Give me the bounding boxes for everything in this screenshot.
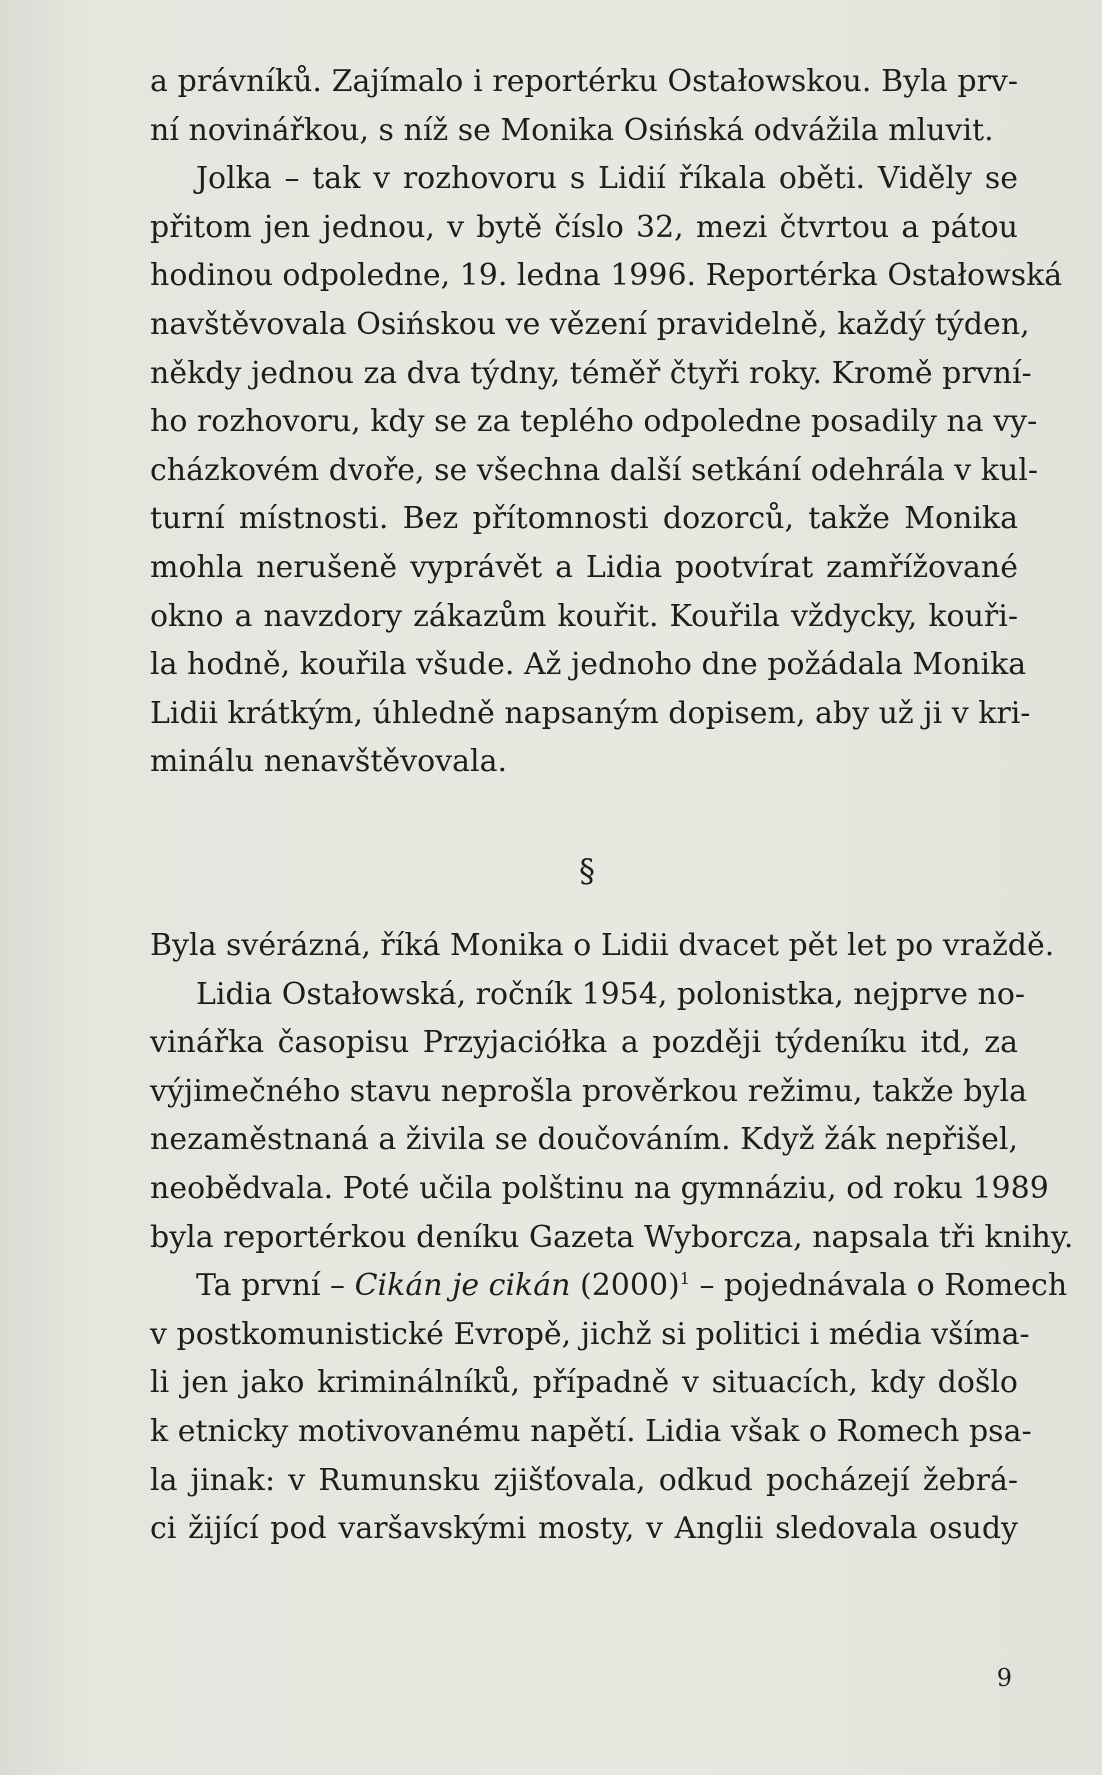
text-line: neobědvala. Poté učila polštinu na gymnáziu, od roku 1989 xyxy=(150,1170,1049,1206)
text-line: k etnicky motivovanému napětí. Lidia však o Romech psa- xyxy=(150,1413,1032,1449)
text-line: Lidia Ostałowská, ročník 1954, polonistka, nejprve no- xyxy=(196,976,1026,1012)
text-line: navštěvovala Osińskou ve vězení pravidelně, každý týden, xyxy=(150,306,1030,342)
text-line: la jinak: v Rumunsku zjišťovala, odkud pocházejí žebrá- xyxy=(150,1462,1018,1498)
text-line: minálu nenavštěvovala. xyxy=(150,744,507,780)
text-line: v postkomunistické Evropě, jichž si politici i média všíma- xyxy=(150,1316,1030,1352)
paragraph-body xyxy=(150,922,1074,1554)
text-line: cházkovém dvoře, se všechna další setkání odehrála v kul- xyxy=(150,452,1039,488)
text-line: byla reportérkou deníku Gazeta Wyborcza, napsala tři knihy. xyxy=(150,1219,1074,1255)
section-break-symbol: § xyxy=(579,852,595,890)
text-line: ho rozhovoru, kdy se za teplého odpoledne posadily na vy- xyxy=(150,404,1038,440)
text-line: la hodně, kouřila všude. Až jednoho dne požádala Monika xyxy=(150,647,1027,683)
text-line: li jen jako kriminálníků, případně v situacích, kdy došlo xyxy=(150,1365,1018,1401)
page-number: 9 xyxy=(996,1664,1012,1692)
text-line: nezaměstnaná a živila se doučováním. Když žák nepřišel, xyxy=(150,1122,1018,1158)
paragraph-continuation xyxy=(150,58,1063,787)
text-line: vinářka časopisu Przyjaciółka a později týdeníku itd, za xyxy=(150,1025,1018,1061)
text-line: výjimečného stavu neprošla prověrkou režimu, takže byla xyxy=(150,1073,1027,1109)
text-line: a právníků. Zajímalo i reportérku Ostałowskou. Byla prv- xyxy=(150,64,1018,99)
footnote-marker: 1 xyxy=(679,1269,690,1289)
text-line: přitom jen jednou, v bytě číslo 32, mezi čtvrtou a pátou xyxy=(150,209,1018,245)
text-segment: – pojednávala o Romech xyxy=(689,1268,1068,1304)
text-line: okno a navzdory zákazům kouřit. Kouřila vždycky, kouři- xyxy=(150,598,1018,634)
text-line: Lidii krátkým, úhledně napsaným dopisem, aby už ji v kri- xyxy=(150,695,1031,731)
text-segment: Ta první – xyxy=(196,1268,355,1304)
text-line: ní novinářkou, s níž se Monika Osińská odvážila mluvit. xyxy=(150,112,994,148)
book-title: Cikán je cikán xyxy=(354,1268,571,1304)
text-line: mohla nerušeně vyprávět a Lidia pootvírat zamřížované xyxy=(150,549,1018,585)
text-line-with-title xyxy=(150,1262,1068,1311)
text-line: turní místnosti. Bez přítomnosti dozorců, takže Monika xyxy=(150,501,1018,537)
text-line: Byla svérázná, říká Monika o Lidii dvacet pět let po vraždě. xyxy=(150,928,1055,963)
text-line: ci žijící pod varšavskými mosty, v Anglii sledovala osudy xyxy=(150,1511,1018,1547)
text-line: hodinou odpoledne, 19. ledna 1996. Reportérka Ostałowská xyxy=(150,258,1063,294)
text-line: Jolka – tak v rozhovoru s Lidií říkala oběti. Viděly se xyxy=(196,161,1018,197)
text-segment: (2000) xyxy=(570,1268,680,1304)
text-line: někdy jednou za dva týdny, téměř čtyři roky. Kromě první- xyxy=(150,355,1032,391)
